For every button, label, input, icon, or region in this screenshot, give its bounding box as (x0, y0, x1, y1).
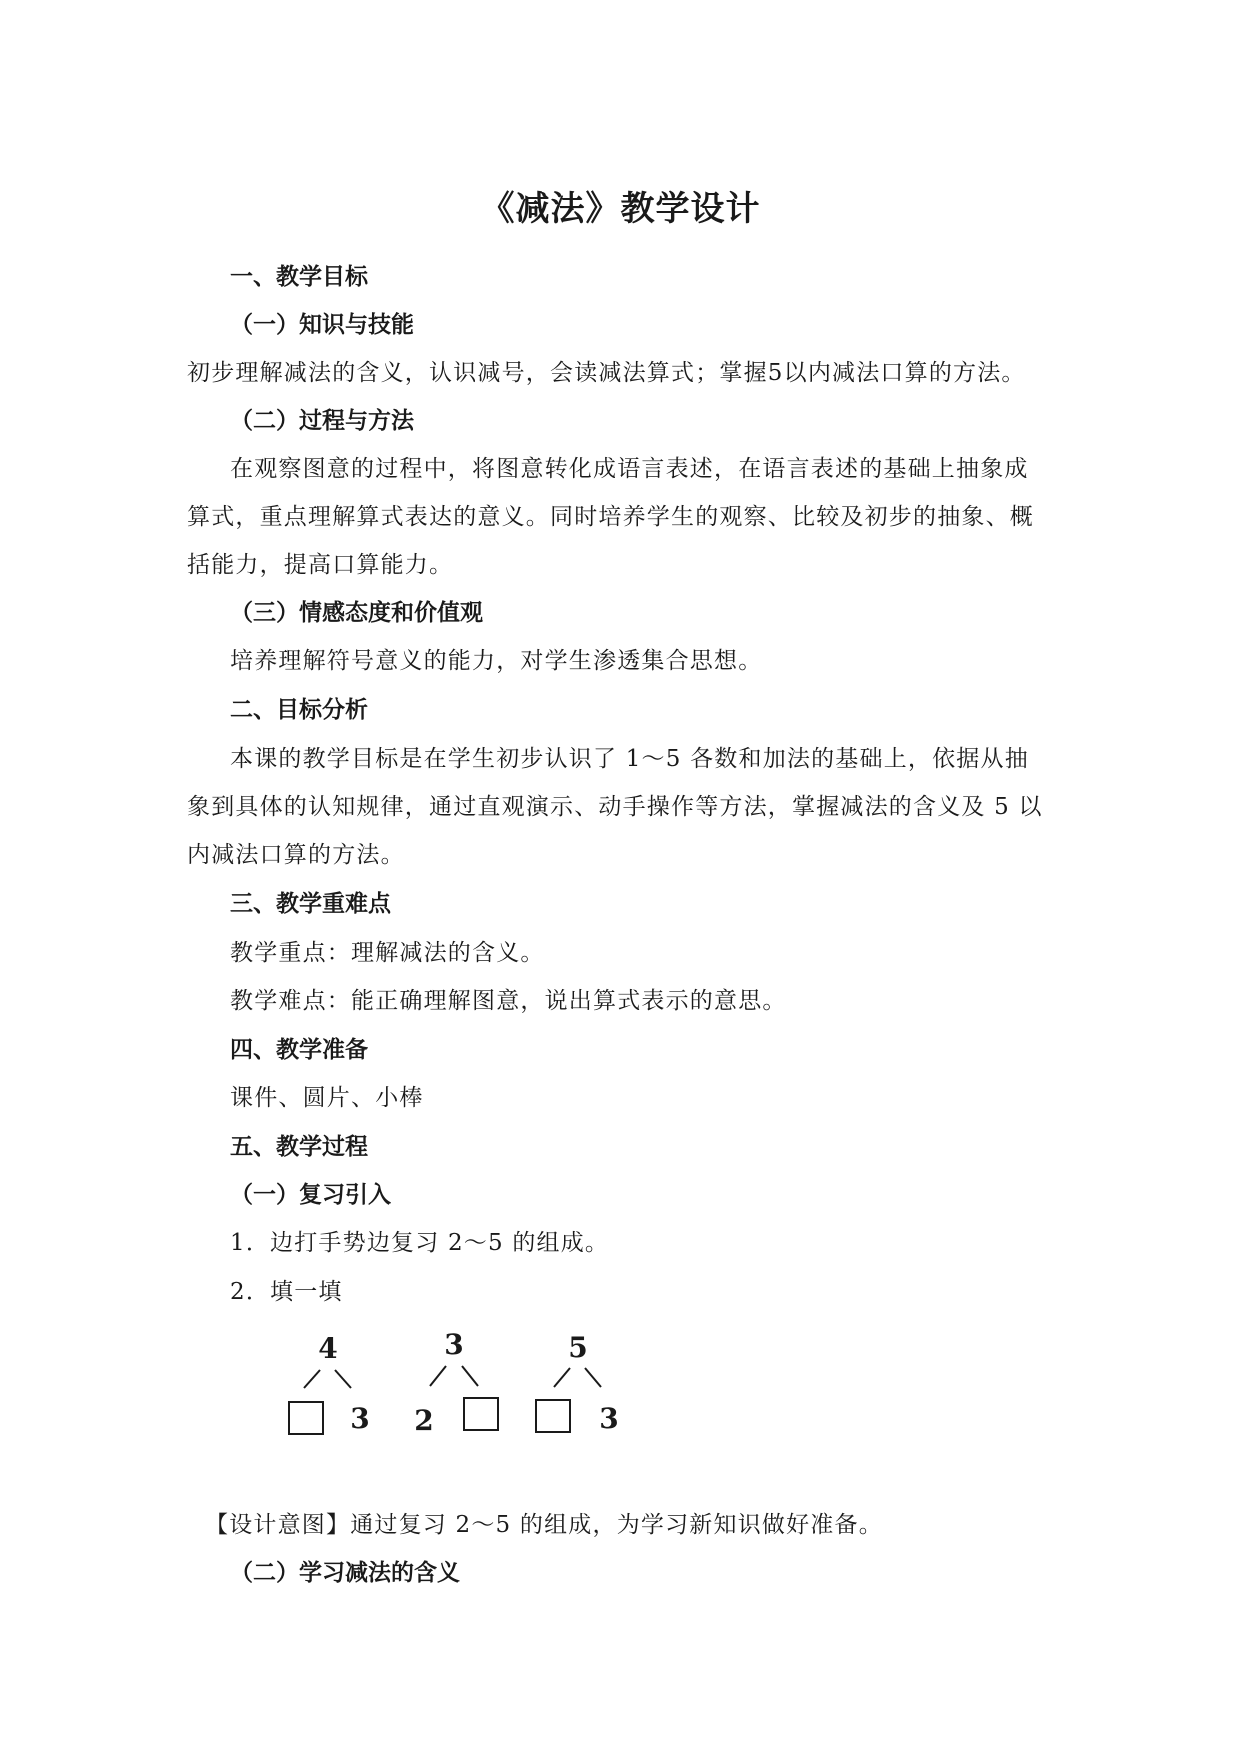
section-heading-objectives: 一、教学目标 (230, 264, 368, 290)
bond-1-left-branch (304, 1370, 320, 1388)
number-bond-3 (536, 1331, 619, 1435)
list-item-1: 1．边打手势边复习 2～5 的组成。 (230, 1230, 610, 1256)
section-heading-preparation: 四、教学准备 (230, 1037, 368, 1063)
design-intent-note: 【设计意图】通过复习 2～5 的组成，为学习新知识做好准备。 (205, 1512, 883, 1538)
section-heading-process: 五、教学过程 (230, 1134, 368, 1160)
paragraph-process-method-line2: 算式，重点理解算式表达的意义。同时培养学生的观察、比较及初步的抽象、概 (187, 504, 1034, 530)
bond-1-right-branch (335, 1370, 351, 1388)
bond-2-left-branch (430, 1366, 446, 1386)
bond-3-right: 3 (599, 1402, 619, 1435)
bond-1-top: 4 (318, 1332, 338, 1365)
subheading-process-method: （二）过程与方法 (230, 408, 414, 434)
paragraph-process-method-line1: 在观察图意的过程中，将图意转化成语言表述，在语言表述的基础上抽象成 (230, 456, 1029, 482)
bond-2-right-branch (462, 1366, 478, 1386)
paragraph-key-point: 教学重点：理解减法的含义。 (230, 940, 545, 966)
subheading-review: （一）复习引入 (230, 1182, 391, 1208)
subheading-knowledge-skills: （一）知识与技能 (230, 312, 414, 338)
bond-2-blank-box (464, 1398, 498, 1430)
section-heading-key-points: 三、教学重难点 (230, 891, 391, 917)
paragraph-preparation: 课件、圆片、小棒 (230, 1085, 424, 1111)
section-heading-analysis: 二、目标分析 (230, 697, 368, 723)
bond-1-right: 3 (350, 1402, 370, 1435)
bond-3-left-branch (554, 1368, 570, 1387)
paragraph-analysis-line2: 象到具体的认知规律，通过直观演示、动手操作等方法，掌握减法的含义及 5 以 (187, 794, 1043, 820)
subheading-attitude-values: （三）情感态度和价值观 (230, 600, 483, 626)
paragraph-difficult-point: 教学难点：能正确理解图意，说出算式表示的意思。 (230, 988, 787, 1014)
paragraph-attitude-values: 培养理解符号意义的能力，对学生渗透集合思想。 (230, 648, 763, 674)
paragraph-process-method-line3: 括能力，提高口算能力。 (187, 552, 454, 578)
paragraph-analysis-line1: 本课的教学目标是在学生初步认识了 1～5 各数和加法的基础上，依据从抽 (230, 746, 1029, 772)
paragraph-analysis-line3: 内减法口算的方法。 (187, 842, 405, 868)
bond-3-top: 5 (568, 1331, 588, 1364)
bond-3-right-branch (585, 1368, 601, 1387)
list-item-2: 2．填一填 (230, 1279, 343, 1305)
bond-2-left: 2 (414, 1404, 434, 1437)
number-bond-2 (414, 1330, 498, 1437)
number-bond-1 (289, 1332, 370, 1435)
paragraph-knowledge-skills: 初步理解减法的含义，认识减号，会读减法算式；掌握5以内减法口算的方法。 (187, 360, 1026, 386)
subheading-subtraction-meaning: （二）学习减法的含义 (230, 1560, 460, 1586)
bond-2-top: 3 (444, 1330, 464, 1361)
bond-1-blank-box (289, 1402, 323, 1434)
document-title: 《减法》教学设计 (480, 189, 761, 229)
bond-3-blank-box (536, 1400, 570, 1432)
number-bond-figure (282, 1330, 642, 1455)
